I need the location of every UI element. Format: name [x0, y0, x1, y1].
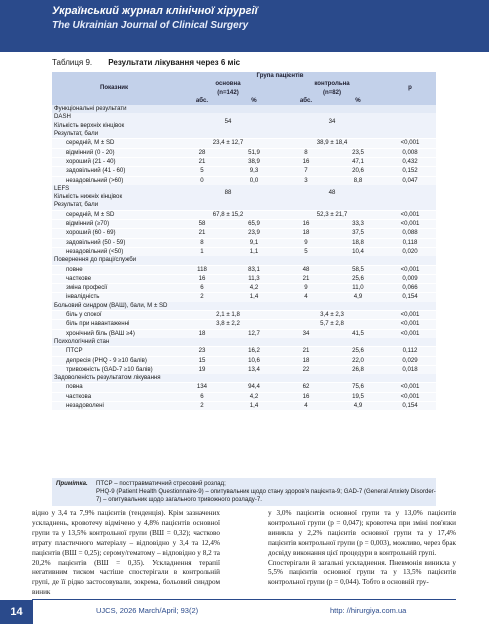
- cell-a1: 2: [176, 293, 228, 302]
- cell-p: 0,009: [384, 274, 436, 283]
- cell-label: LEFS Кількість нижніх кінцівок: [52, 185, 176, 202]
- cell-p2: 25,6: [332, 274, 384, 283]
- cell-p2: 25,6: [332, 347, 384, 356]
- footer-rule: [32, 599, 456, 600]
- header-pct-main: %: [228, 97, 280, 105]
- body-text-right: у 3,0% пацієнтів основної групи та у 13,0% пацієнтів контрольної групи (p = 0,047); кровотеча при зміні пов'язки виникла у 2,2% пацієнтів основної групи та у 17,4% пацієнтів контрольної групи (p = 0,003), можливо, через брак досвіду виконання цієї процедури в контрольній групі. Спостерігали й загальні ускладнення. Пневмонія виникла у 5,5% пацієнтів основної групи та у 13,5% пацієнтів контрольної групи (p = 0,044). Тобто в основній гру-: [268, 509, 456, 587]
- cell-label: часткова: [52, 392, 176, 401]
- cell-p: <0,001: [384, 311, 436, 320]
- cell-p: <0,001: [384, 392, 436, 401]
- table-row: [52, 302, 436, 311]
- table-row: [52, 274, 436, 283]
- cell-p1: 51,9: [228, 148, 280, 157]
- table-row: [52, 256, 436, 265]
- journal-title-en: The Ukrainian Journal of Clinical Surgery: [52, 20, 249, 31]
- section-label: Больовий синдром (ВАШ), бали, M ± SD: [52, 302, 436, 311]
- section-label: Задоволеність результатом лікування: [52, 374, 436, 383]
- cell-a2: 48: [280, 265, 332, 274]
- cell-p: 0,118: [384, 238, 436, 247]
- cell-a2: 9: [280, 284, 332, 293]
- table-row: [52, 356, 436, 365]
- section-label: Повернення до праці/служби: [52, 256, 436, 265]
- cell-label: інвалідність: [52, 293, 176, 302]
- cell-p1: 23,9: [228, 229, 280, 238]
- cell-p: 0,008: [384, 148, 436, 157]
- header-indicator: Показник: [52, 72, 176, 105]
- cell-a1: 16: [176, 274, 228, 283]
- cell-a2: 8: [280, 148, 332, 157]
- results-table: [52, 72, 436, 410]
- cell-p: <0,001: [384, 329, 436, 338]
- cell-a1: 2: [176, 401, 228, 410]
- table-row: [52, 247, 436, 256]
- cell-a1: 5: [176, 167, 228, 176]
- table-row: [52, 392, 436, 401]
- cell-p2: 33,3: [332, 220, 384, 229]
- cell-p2: 8,8: [332, 176, 384, 185]
- cell-label: депресія (PHQ - 9 ≥10 балів): [52, 356, 176, 365]
- cell-a2: 21: [280, 274, 332, 283]
- header-pct-control: %: [332, 97, 384, 105]
- cell-p2: 47,1: [332, 157, 384, 166]
- cell-label: середній, M ± SD: [52, 210, 176, 219]
- cell-label: незадовільний (>60): [52, 176, 176, 185]
- cell-a2: 16: [280, 157, 332, 166]
- journal-title-ua: Український журнал клінічної хірургії: [52, 5, 258, 17]
- cell-p2: 22,0: [332, 356, 384, 365]
- cell-label: повна: [52, 383, 176, 392]
- cell-label: ПТСР: [52, 347, 176, 356]
- cell-main: 3,8 ± 2,2: [176, 320, 280, 329]
- header-control: контрольна (n=82): [280, 80, 384, 97]
- table-row: [52, 329, 436, 338]
- cell-a1: 58: [176, 220, 228, 229]
- section-label: Результат, бали: [52, 130, 436, 139]
- cell-a2: 16: [280, 220, 332, 229]
- cell-label: задовільний (41 - 60): [52, 167, 176, 176]
- cell-control: 52,3 ± 21,7: [280, 210, 384, 219]
- cell-p1: 1,4: [228, 293, 280, 302]
- table-row: [52, 365, 436, 374]
- cell-label: незадоволені: [52, 401, 176, 410]
- cell-p: 0,432: [384, 157, 436, 166]
- cell-p: 0,088: [384, 229, 436, 238]
- cell-label: біль при навантаженні: [52, 320, 176, 329]
- table-row: [52, 210, 436, 219]
- table-row: [52, 320, 436, 329]
- cell-p: 0,112: [384, 347, 436, 356]
- table-row: [52, 148, 436, 157]
- cell-p2: 11,0: [332, 284, 384, 293]
- table-row: [52, 167, 436, 176]
- table-row: [52, 401, 436, 410]
- cell-label: хороший (60 - 69): [52, 229, 176, 238]
- table-row: [52, 201, 436, 210]
- table-row: [52, 347, 436, 356]
- cell-p1: 38,9: [228, 157, 280, 166]
- cell-a2: 34: [280, 329, 332, 338]
- cell-a1: 6: [176, 392, 228, 401]
- table-row: [52, 374, 436, 383]
- cell-control: 34: [280, 113, 384, 130]
- cell-control: 38,9 ± 18,4: [280, 139, 384, 148]
- cell-label: хороший (21 - 40): [52, 157, 176, 166]
- cell-p: 0,020: [384, 247, 436, 256]
- cell-p2: 23,5: [332, 148, 384, 157]
- cell-label: біль у спокої: [52, 311, 176, 320]
- footer-url: http: //hirurgiya.com.ua: [330, 606, 407, 615]
- table-row: [52, 105, 436, 113]
- cell-label: тривожність (GAD-7 ≥10 балів): [52, 365, 176, 374]
- cell-p1: 1,4: [228, 401, 280, 410]
- cell-p1: 16,2: [228, 347, 280, 356]
- cell-p1: 9,3: [228, 167, 280, 176]
- cell-a1: 118: [176, 265, 228, 274]
- cell-label: відмінний (≥70): [52, 220, 176, 229]
- cell-p2: 18,8: [332, 238, 384, 247]
- cell-a1: 134: [176, 383, 228, 392]
- cell-a1: 8: [176, 238, 228, 247]
- cell-a1: 28: [176, 148, 228, 157]
- cell-p: <0,001: [384, 320, 436, 329]
- cell-label: DASH Кількість верхніх кінцівок: [52, 113, 176, 130]
- table-title: Результати лікування через 6 міс: [108, 58, 241, 67]
- cell-main: 88: [176, 185, 280, 202]
- cell-control: 3,4 ± 2,3: [280, 311, 384, 320]
- cell-p: [384, 113, 436, 130]
- cell-a2: 21: [280, 347, 332, 356]
- table-row: [52, 284, 436, 293]
- journal-header: [0, 0, 489, 52]
- cell-p: 0,047: [384, 176, 436, 185]
- cell-a1: 21: [176, 229, 228, 238]
- table-number: Таблиця 9.: [52, 58, 93, 67]
- cell-control: 48: [280, 185, 384, 202]
- table-row: [52, 265, 436, 274]
- cell-label: часткове: [52, 274, 176, 283]
- note-label: Примітка.: [56, 480, 88, 487]
- cell-a1: 1: [176, 247, 228, 256]
- cell-p1: 10,6: [228, 356, 280, 365]
- table-row: [52, 113, 436, 130]
- cell-a2: 3: [280, 176, 332, 185]
- cell-a2: 9: [280, 238, 332, 247]
- cell-p2: 75,6: [332, 383, 384, 392]
- table-row: [52, 311, 436, 320]
- cell-p1: 13,4: [228, 365, 280, 374]
- cell-a2: 4: [280, 401, 332, 410]
- cell-main: 54: [176, 113, 280, 130]
- cell-control: 5,7 ± 2,8: [280, 320, 384, 329]
- cell-a2: 18: [280, 229, 332, 238]
- cell-p: <0,001: [384, 265, 436, 274]
- note-text: ПТСР – посттравматичний стресовий розлад; PHQ-9 (Patient Health Questionnaire-9) – опитувальник щодо стану здоров'я пацієнта-9; GAD-7 (General Anxiety Disorder-7) – опитувальник щодо загального тривожного розладу-7.: [96, 480, 436, 503]
- table-row: [52, 176, 436, 185]
- table-row: [52, 383, 436, 392]
- header-main: основна (n=142): [176, 80, 280, 97]
- cell-p2: 26,8: [332, 365, 384, 374]
- cell-p: <0,001: [384, 139, 436, 148]
- cell-a1: 15: [176, 356, 228, 365]
- cell-label: зміна професії: [52, 284, 176, 293]
- cell-main: 23,4 ± 12,7: [176, 139, 280, 148]
- cell-p: 0,029: [384, 356, 436, 365]
- cell-p1: 11,3: [228, 274, 280, 283]
- cell-p1: 94,4: [228, 383, 280, 392]
- table-row: [52, 229, 436, 238]
- table-caption: [52, 58, 240, 67]
- cell-p1: 9,1: [228, 238, 280, 247]
- cell-p: [384, 185, 436, 202]
- cell-p2: 10,4: [332, 247, 384, 256]
- table-row: [52, 185, 436, 202]
- cell-p: 0,154: [384, 293, 436, 302]
- cell-label: відмінний (0 - 20): [52, 148, 176, 157]
- section-label: Функціональні результати: [52, 105, 436, 113]
- cell-p1: 0,0: [228, 176, 280, 185]
- cell-p2: 20,6: [332, 167, 384, 176]
- header-abs-main: абс.: [176, 97, 228, 105]
- cell-p2: 37,5: [332, 229, 384, 238]
- cell-a1: 19: [176, 365, 228, 374]
- cell-p1: 4,2: [228, 284, 280, 293]
- cell-p: 0,152: [384, 167, 436, 176]
- cell-p2: 4,9: [332, 401, 384, 410]
- cell-a1: 18: [176, 329, 228, 338]
- header-group: Група пацієнтів: [176, 72, 384, 80]
- cell-a1: 6: [176, 284, 228, 293]
- footer-citation: UJCS, 2026 March/April; 93(2): [96, 606, 199, 615]
- cell-p: <0,001: [384, 383, 436, 392]
- cell-p1: 4,2: [228, 392, 280, 401]
- table-row: [52, 157, 436, 166]
- cell-p1: 1,1: [228, 247, 280, 256]
- section-label: Психологічний стан: [52, 338, 436, 347]
- cell-main: 2,1 ± 1,8: [176, 311, 280, 320]
- cell-p: <0,001: [384, 210, 436, 219]
- cell-label: незадовільний (<50): [52, 247, 176, 256]
- table-note: [52, 478, 436, 506]
- cell-a1: 21: [176, 157, 228, 166]
- cell-p: 0,018: [384, 365, 436, 374]
- cell-p1: 65,9: [228, 220, 280, 229]
- cell-p1: 83,1: [228, 265, 280, 274]
- cell-label: повне: [52, 265, 176, 274]
- cell-p2: 41,5: [332, 329, 384, 338]
- cell-main: 67,8 ± 15,2: [176, 210, 280, 219]
- header-p: p: [384, 72, 436, 105]
- cell-a2: 62: [280, 383, 332, 392]
- table-row: [52, 139, 436, 148]
- cell-p1: 12,7: [228, 329, 280, 338]
- cell-a2: 18: [280, 356, 332, 365]
- header-abs-control: абс.: [280, 97, 332, 105]
- section-label: Результат, бали: [52, 201, 436, 210]
- cell-label: хронічний біль (ВАШ ≥4): [52, 329, 176, 338]
- cell-a2: 7: [280, 167, 332, 176]
- cell-a2: 4: [280, 293, 332, 302]
- table-row: [52, 130, 436, 139]
- cell-a2: 5: [280, 247, 332, 256]
- table-row: [52, 238, 436, 247]
- table-row: [52, 293, 436, 302]
- body-text-left: відно у 3,4 та 7,9% пацієнтів (тенденція). Крім зазначених ускладнень, кровотечу відмічено у 4,8% пацієнтів основної групи та у 13,5% контрольної групи (ВШ = 0,32); частково втрату пластичного матеріалу – відповідно у 3,4 та 12,4% пацієнтів (ВШ = 0,25); серому/гематому – відповідно у 8,2 та 20,2% пацієнтів (ВШ = 0,35). Ускладнення терапії негативним тиском частіше спостерігали в контрольній групі, де її рідко застосовували, зокрема, больовий синдром виник: [32, 509, 220, 597]
- cell-a1: 23: [176, 347, 228, 356]
- cell-p: 0,154: [384, 401, 436, 410]
- page-number: 14: [0, 600, 33, 624]
- cell-p: <0,001: [384, 220, 436, 229]
- table-row: [52, 338, 436, 347]
- cell-label: задовільний (50 - 59): [52, 238, 176, 247]
- cell-p2: 19,5: [332, 392, 384, 401]
- cell-p: 0,066: [384, 284, 436, 293]
- cell-p2: 4,9: [332, 293, 384, 302]
- cell-label: середній, M ± SD: [52, 139, 176, 148]
- cell-p2: 58,5: [332, 265, 384, 274]
- cell-a1: 0: [176, 176, 228, 185]
- table-row: [52, 220, 436, 229]
- cell-a2: 22: [280, 365, 332, 374]
- cell-a2: 16: [280, 392, 332, 401]
